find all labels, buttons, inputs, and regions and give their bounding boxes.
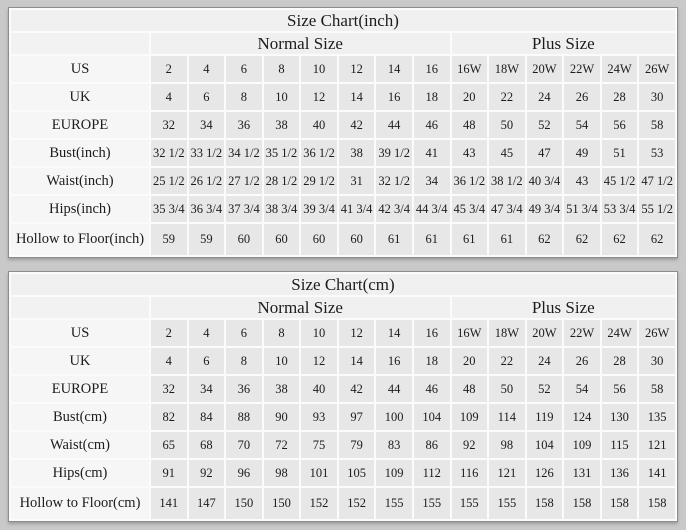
size-value-cell: 61 — [452, 224, 488, 255]
size-value-cell: 116 — [452, 460, 488, 486]
size-value-cell: 109 — [452, 404, 488, 430]
size-value-cell: 4 — [151, 84, 187, 110]
column-group-header: Plus Size — [452, 297, 676, 318]
size-value-cell: 36 1/2 — [301, 140, 337, 166]
table-row — [11, 56, 675, 82]
size-value-cell: 18W — [489, 56, 525, 82]
size-value-cell: 45 — [489, 140, 525, 166]
size-value-cell: 47 1/2 — [639, 168, 675, 194]
size-value-cell: 54 — [564, 112, 600, 138]
size-value-cell: 16 — [414, 56, 450, 82]
row-label: EUROPE — [11, 376, 149, 402]
size-value-cell: 18 — [414, 348, 450, 374]
size-value-cell: 8 — [226, 348, 262, 374]
size-value-cell: 50 — [489, 376, 525, 402]
size-value-cell: 56 — [602, 112, 638, 138]
size-value-cell: 155 — [376, 488, 412, 519]
size-value-cell: 30 — [639, 84, 675, 110]
size-value-cell: 141 — [639, 460, 675, 486]
size-value-cell: 32 1/2 — [151, 140, 187, 166]
size-value-cell: 28 — [602, 348, 638, 374]
size-value-cell: 38 — [264, 376, 300, 402]
size-value-cell: 52 — [527, 112, 563, 138]
row-label: Bust(cm) — [11, 404, 149, 430]
size-value-cell: 155 — [489, 488, 525, 519]
size-value-cell: 34 — [414, 168, 450, 194]
size-value-cell: 18 — [414, 84, 450, 110]
size-value-cell: 14 — [339, 84, 375, 110]
size-value-cell: 46 — [414, 112, 450, 138]
size-value-cell: 68 — [189, 432, 225, 458]
size-value-cell: 39 3/4 — [301, 196, 337, 222]
size-value-cell: 20 — [452, 84, 488, 110]
size-value-cell: 42 3/4 — [376, 196, 412, 222]
size-value-cell: 104 — [527, 432, 563, 458]
size-value-cell: 130 — [602, 404, 638, 430]
size-value-cell: 158 — [564, 488, 600, 519]
table-row — [11, 432, 675, 458]
size-value-cell: 48 — [452, 376, 488, 402]
size-value-cell: 35 1/2 — [264, 140, 300, 166]
size-value-cell: 6 — [189, 84, 225, 110]
size-value-cell: 34 — [189, 112, 225, 138]
size-value-cell: 93 — [301, 404, 337, 430]
size-value-cell: 109 — [376, 460, 412, 486]
size-value-cell: 62 — [602, 224, 638, 255]
size-value-cell: 75 — [301, 432, 337, 458]
size-value-cell: 16 — [376, 348, 412, 374]
size-value-cell: 24 — [527, 84, 563, 110]
size-value-cell: 6 — [226, 320, 262, 346]
size-value-cell: 6 — [189, 348, 225, 374]
size-value-cell: 83 — [376, 432, 412, 458]
size-chart-cm-table — [8, 271, 678, 522]
size-value-cell: 101 — [301, 460, 337, 486]
size-value-cell: 55 1/2 — [639, 196, 675, 222]
size-value-cell: 32 — [151, 112, 187, 138]
size-value-cell: 22 — [489, 84, 525, 110]
table-row — [11, 196, 675, 222]
size-value-cell: 88 — [226, 404, 262, 430]
size-value-cell: 20W — [527, 320, 563, 346]
size-value-cell: 126 — [527, 460, 563, 486]
size-value-cell: 20W — [527, 56, 563, 82]
size-value-cell: 28 — [602, 84, 638, 110]
size-value-cell: 36 3/4 — [189, 196, 225, 222]
size-value-cell: 30 — [639, 348, 675, 374]
size-value-cell: 91 — [151, 460, 187, 486]
size-value-cell: 53 — [639, 140, 675, 166]
table-row — [11, 224, 675, 255]
size-value-cell: 47 — [527, 140, 563, 166]
size-value-cell: 4 — [189, 56, 225, 82]
table-title: Size Chart(cm) — [11, 274, 675, 295]
size-value-cell: 54 — [564, 376, 600, 402]
size-value-cell: 8 — [264, 56, 300, 82]
size-value-cell: 26 — [564, 348, 600, 374]
size-value-cell: 42 — [339, 112, 375, 138]
size-value-cell: 38 1/2 — [489, 168, 525, 194]
size-value-cell: 44 3/4 — [414, 196, 450, 222]
size-value-cell: 90 — [264, 404, 300, 430]
size-value-cell: 44 — [376, 376, 412, 402]
column-group-header: Normal Size — [151, 297, 450, 318]
size-value-cell: 62 — [564, 224, 600, 255]
size-value-cell: 59 — [151, 224, 187, 255]
size-value-cell: 44 — [376, 112, 412, 138]
table-row — [11, 168, 675, 194]
row-label: Hollow to Floor(inch) — [11, 224, 149, 255]
size-value-cell: 53 3/4 — [602, 196, 638, 222]
size-value-cell: 58 — [639, 376, 675, 402]
table-title: Size Chart(inch) — [11, 10, 675, 31]
size-value-cell: 22W — [564, 56, 600, 82]
size-value-cell: 24W — [602, 320, 638, 346]
column-group-header: Plus Size — [452, 33, 676, 54]
size-value-cell: 22W — [564, 320, 600, 346]
size-value-cell: 2 — [151, 56, 187, 82]
size-value-cell: 98 — [264, 460, 300, 486]
size-value-cell: 49 — [564, 140, 600, 166]
size-value-cell: 37 3/4 — [226, 196, 262, 222]
size-value-cell: 105 — [339, 460, 375, 486]
size-value-cell: 155 — [414, 488, 450, 519]
size-value-cell: 2 — [151, 320, 187, 346]
size-value-cell: 92 — [189, 460, 225, 486]
size-value-cell: 28 1/2 — [264, 168, 300, 194]
size-value-cell: 36 — [226, 376, 262, 402]
size-value-cell: 14 — [376, 320, 412, 346]
table-row — [11, 320, 675, 346]
size-value-cell: 16 — [376, 84, 412, 110]
size-value-cell: 60 — [226, 224, 262, 255]
size-value-cell: 26W — [639, 320, 675, 346]
size-value-cell: 135 — [639, 404, 675, 430]
size-value-cell: 16W — [452, 320, 488, 346]
size-value-cell: 12 — [339, 56, 375, 82]
size-value-cell: 32 1/2 — [376, 168, 412, 194]
size-value-cell: 36 — [226, 112, 262, 138]
row-label: Waist(cm) — [11, 432, 149, 458]
size-value-cell: 60 — [264, 224, 300, 255]
size-value-cell: 45 1/2 — [602, 168, 638, 194]
size-value-cell: 72 — [264, 432, 300, 458]
size-value-cell: 40 — [301, 376, 337, 402]
size-value-cell: 26 1/2 — [189, 168, 225, 194]
size-value-cell: 29 1/2 — [301, 168, 337, 194]
size-value-cell: 32 — [151, 376, 187, 402]
size-value-cell: 59 — [189, 224, 225, 255]
size-value-cell: 16W — [452, 56, 488, 82]
table-row — [11, 348, 675, 374]
size-value-cell: 20 — [452, 348, 488, 374]
size-value-cell: 39 1/2 — [376, 140, 412, 166]
table-row — [11, 84, 675, 110]
size-value-cell: 38 — [264, 112, 300, 138]
table-row — [11, 376, 675, 402]
size-value-cell: 31 — [339, 168, 375, 194]
size-value-cell: 38 — [339, 140, 375, 166]
row-label: Hips(cm) — [11, 460, 149, 486]
size-chart-cm-section — [8, 271, 679, 522]
size-value-cell: 43 — [564, 168, 600, 194]
size-value-cell: 22 — [489, 348, 525, 374]
size-value-cell: 49 3/4 — [527, 196, 563, 222]
size-value-cell: 24W — [602, 56, 638, 82]
size-value-cell: 150 — [226, 488, 262, 519]
size-value-cell: 45 3/4 — [452, 196, 488, 222]
size-value-cell: 36 1/2 — [452, 168, 488, 194]
size-value-cell: 62 — [639, 224, 675, 255]
size-value-cell: 12 — [301, 84, 337, 110]
size-value-cell: 34 1/2 — [226, 140, 262, 166]
size-value-cell: 150 — [264, 488, 300, 519]
size-value-cell: 109 — [564, 432, 600, 458]
size-value-cell: 121 — [639, 432, 675, 458]
size-value-cell: 112 — [414, 460, 450, 486]
row-label: US — [11, 56, 149, 82]
size-value-cell: 158 — [639, 488, 675, 519]
size-value-cell: 18W — [489, 320, 525, 346]
corner-cell — [11, 297, 149, 318]
table-row — [11, 112, 675, 138]
size-value-cell: 51 3/4 — [564, 196, 600, 222]
size-value-cell: 6 — [226, 56, 262, 82]
size-value-cell: 41 — [414, 140, 450, 166]
size-value-cell: 26W — [639, 56, 675, 82]
row-label: Bust(inch) — [11, 140, 149, 166]
size-value-cell: 4 — [151, 348, 187, 374]
row-label: Waist(inch) — [11, 168, 149, 194]
size-value-cell: 10 — [264, 348, 300, 374]
size-value-cell: 84 — [189, 404, 225, 430]
column-group-header: Normal Size — [151, 33, 450, 54]
size-value-cell: 33 1/2 — [189, 140, 225, 166]
row-label: EUROPE — [11, 112, 149, 138]
size-value-cell: 10 — [264, 84, 300, 110]
size-value-cell: 70 — [226, 432, 262, 458]
table-row — [11, 460, 675, 486]
size-value-cell: 27 1/2 — [226, 168, 262, 194]
row-label: UK — [11, 84, 149, 110]
size-value-cell: 82 — [151, 404, 187, 430]
size-value-cell: 42 — [339, 376, 375, 402]
size-value-cell: 10 — [301, 56, 337, 82]
size-value-cell: 121 — [489, 460, 525, 486]
size-value-cell: 155 — [452, 488, 488, 519]
size-value-cell: 48 — [452, 112, 488, 138]
size-value-cell: 12 — [301, 348, 337, 374]
size-value-cell: 8 — [226, 84, 262, 110]
size-value-cell: 40 3/4 — [527, 168, 563, 194]
size-value-cell: 114 — [489, 404, 525, 430]
size-value-cell: 136 — [602, 460, 638, 486]
size-value-cell: 25 1/2 — [151, 168, 187, 194]
row-label: UK — [11, 348, 149, 374]
size-value-cell: 61 — [376, 224, 412, 255]
size-value-cell: 14 — [339, 348, 375, 374]
size-value-cell: 98 — [489, 432, 525, 458]
size-value-cell: 147 — [189, 488, 225, 519]
size-value-cell: 46 — [414, 376, 450, 402]
size-value-cell: 8 — [264, 320, 300, 346]
size-value-cell: 51 — [602, 140, 638, 166]
size-value-cell: 58 — [639, 112, 675, 138]
size-value-cell: 43 — [452, 140, 488, 166]
size-value-cell: 50 — [489, 112, 525, 138]
size-value-cell: 119 — [527, 404, 563, 430]
corner-cell — [11, 33, 149, 54]
size-value-cell: 60 — [301, 224, 337, 255]
size-value-cell: 35 3/4 — [151, 196, 187, 222]
size-value-cell: 38 3/4 — [264, 196, 300, 222]
size-value-cell: 152 — [301, 488, 337, 519]
row-label: Hollow to Floor(cm) — [11, 488, 149, 519]
size-value-cell: 141 — [151, 488, 187, 519]
size-value-cell: 158 — [602, 488, 638, 519]
size-value-cell: 34 — [189, 376, 225, 402]
table-row — [11, 404, 675, 430]
size-value-cell: 41 3/4 — [339, 196, 375, 222]
size-value-cell: 16 — [414, 320, 450, 346]
size-chart-inch-table — [8, 7, 678, 258]
size-value-cell: 158 — [527, 488, 563, 519]
size-value-cell: 124 — [564, 404, 600, 430]
size-value-cell: 115 — [602, 432, 638, 458]
size-value-cell: 97 — [339, 404, 375, 430]
size-value-cell: 56 — [602, 376, 638, 402]
size-value-cell: 65 — [151, 432, 187, 458]
size-value-cell: 92 — [452, 432, 488, 458]
size-value-cell: 62 — [527, 224, 563, 255]
size-value-cell: 60 — [339, 224, 375, 255]
size-value-cell: 131 — [564, 460, 600, 486]
size-value-cell: 14 — [376, 56, 412, 82]
row-label: Hips(inch) — [11, 196, 149, 222]
size-value-cell: 40 — [301, 112, 337, 138]
row-label: US — [11, 320, 149, 346]
size-value-cell: 152 — [339, 488, 375, 519]
size-value-cell: 96 — [226, 460, 262, 486]
size-value-cell: 61 — [414, 224, 450, 255]
size-value-cell: 47 3/4 — [489, 196, 525, 222]
size-value-cell: 12 — [339, 320, 375, 346]
table-row — [11, 488, 675, 519]
size-value-cell: 10 — [301, 320, 337, 346]
size-value-cell: 104 — [414, 404, 450, 430]
size-value-cell: 86 — [414, 432, 450, 458]
size-value-cell: 26 — [564, 84, 600, 110]
size-chart-inch-section — [8, 7, 679, 258]
size-value-cell: 79 — [339, 432, 375, 458]
table-row — [11, 140, 675, 166]
size-value-cell: 24 — [527, 348, 563, 374]
size-value-cell: 4 — [189, 320, 225, 346]
size-value-cell: 100 — [376, 404, 412, 430]
size-value-cell: 61 — [489, 224, 525, 255]
size-value-cell: 52 — [527, 376, 563, 402]
